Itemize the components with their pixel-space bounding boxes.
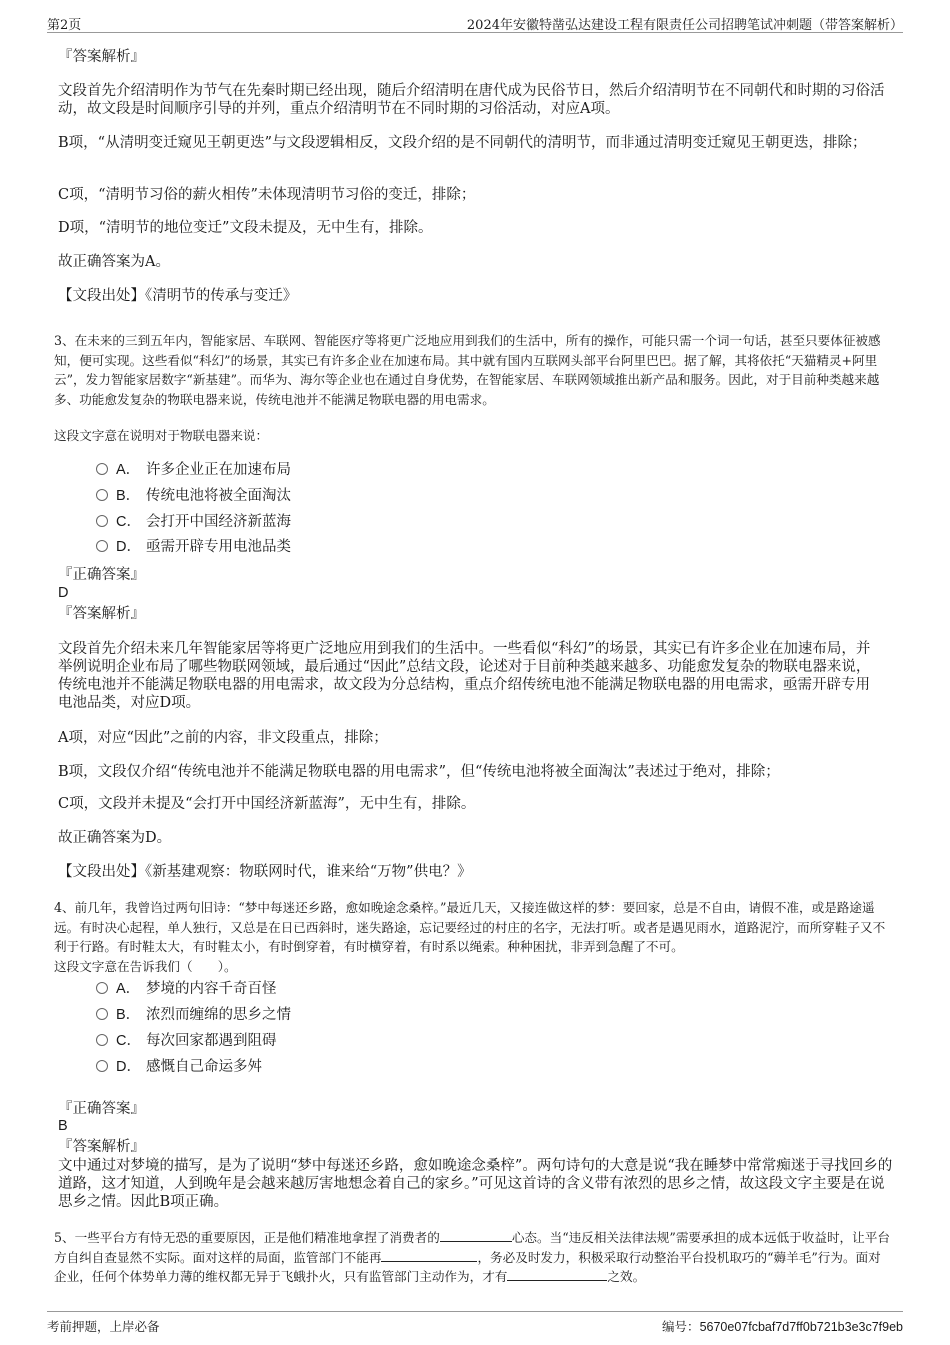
q2-analysis-label: 『答案解析』 xyxy=(58,49,145,65)
q3-option-b[interactable]: B． 传统电池将被全面淘汰 xyxy=(96,487,291,505)
radio-icon[interactable] xyxy=(96,463,108,475)
q4-option-a[interactable]: A． 梦境的内容千奇百怪 xyxy=(96,980,277,998)
q4-question: 这段文字意在告诉我们（ ）。 xyxy=(54,959,237,974)
page-footer xyxy=(47,1311,903,1336)
q3-stem: 3、在未来的三到五年内，智能家居、车联网、智能医疗等将更广泛地应用到我们的生活中，所有的操作，可能只需一个词一句话，甚至只要体征被感知，便可实现。这些看似“科幻”的场景，其实已有许多企业在加速布局。其中就有国内互联网头部平台阿里巴巴。据了解，其将依托“天猫精灵+阿里云”，发力智能家居数字“新基建”。而华为、海尔等企业也在通过自身优势，在智能家居、车联网领域推出新产品和服务。因此，对于目前种类越来越多、功能愈发复杂的物联电器来说，传统电池并不能满足物联电器的用电需求。 xyxy=(54,333,881,407)
document-title: 2024年安徽特凿弘达建设工程有限责任公司招聘笔试冲刺题（带答案解析） xyxy=(466,18,903,33)
radio-icon[interactable] xyxy=(96,1008,108,1020)
q2-analysis-b: B项，“从清明变迁窥见王朝更迭”与文段逻辑相反，文段介绍的是不同朝代的清明节，而非通过清明变迁窥见王朝更迭，排除； xyxy=(58,135,867,151)
q3-question: 这段文字意在说明对于物联电器来说： xyxy=(54,428,269,443)
q5-stem: 5、一些平台方有恃无恐的重要原因，正是他们精准地拿捏了消费者的 心态。当“违反相关法律法规”需要承担的成本远低于收益时，让平台方自纠自查显然不实际。面对这样的局面，监管部门不能再 ，务必及时发力，积极采取行动整治平台投机取巧的“薅羊毛”行为。面对企业，任何个体势单力薄的维权都无异于飞蛾扑火，只有监管部门主动作为，才有 之效。 xyxy=(54,1230,890,1285)
q3-correct-answer: D xyxy=(58,585,69,601)
q2-answer: 故正确答案为A。 xyxy=(58,254,170,270)
q4-analysis-label: 『答案解析』 xyxy=(58,1139,145,1155)
q4-correct-label: 『正确答案』 xyxy=(58,1101,145,1117)
blank-2[interactable] xyxy=(381,1249,477,1262)
blank-3[interactable] xyxy=(507,1268,607,1281)
radio-icon[interactable] xyxy=(96,1034,108,1046)
page-number: 第2页 xyxy=(47,18,82,33)
q3-option-a[interactable]: A． 许多企业正在加速布局 xyxy=(96,461,291,479)
q4-option-c[interactable]: C． 每次回家都遇到阻碍 xyxy=(96,1032,277,1050)
footer-slogan: 考前押题，上岸必备 xyxy=(47,1319,160,1334)
q2-analysis-p1: 文段首先介绍清明作为节气在先秦时期已经出现，随后介绍清明在唐代成为民俗节日，然后介绍清明节在不同朝代和时期的习俗活动，故文段是时间顺序引导的并列，重点介绍清明节在不同时期的习俗活动，对应A项。 xyxy=(58,83,885,117)
q3-analysis-a: A项，对应“因此”之前的内容，非文段重点，排除； xyxy=(58,730,388,746)
q3-answer: 故正确答案为D。 xyxy=(58,830,172,846)
q3-analysis-label: 『答案解析』 xyxy=(58,606,145,622)
q2-source: 【文段出处】《清明节的传承与变迁》 xyxy=(58,288,298,304)
radio-icon[interactable] xyxy=(96,982,108,994)
q3-analysis-p1: 文段首先介绍未来几年智能家居等将更广泛地应用到我们的生活中。一些看似“科幻”的场景，其实已有许多企业在加速布局，并举例说明企业布局了哪些物联网领域，最后通过“因此”总结文段，论述对于目前种类越来越多、功能愈发复杂的物联电器来说，传统电池并不能满足物联电器的用电需求，故文段为分总结构，重点介绍传统电池不能满足物联电器的用电需求，亟需开辟专用电池品类，对应D项。 xyxy=(58,641,871,711)
q2-analysis-c: C项，“清明节习俗的薪火相传”未体现清明节习俗的变迁，排除； xyxy=(58,187,476,203)
blank-1[interactable] xyxy=(440,1229,512,1242)
q3-source: 【文段出处】《新基建观察：物联网时代，谁来给“万物”供电？》 xyxy=(58,864,472,880)
q4-option-b[interactable]: B． 浓烈而缠绵的思乡之情 xyxy=(96,1006,291,1024)
document-code: 编号：5670e07fcbaf7d7ff0b721b3e3c7f9eb xyxy=(662,1319,903,1334)
q3-option-d[interactable]: D． 亟需开辟专用电池品类 xyxy=(96,538,291,556)
q3-analysis-b: B项，文段仅介绍“传统电池并不能满足物联电器的用电需求”，但“传统电池将被全面淘汰”表述过于绝对，排除； xyxy=(58,764,780,780)
radio-icon[interactable] xyxy=(96,540,108,552)
page-header xyxy=(47,12,903,33)
q4-option-d[interactable]: D． 感慨自己命运多舛 xyxy=(96,1058,262,1076)
q3-option-c[interactable]: C． 会打开中国经济新蓝海 xyxy=(96,513,291,531)
radio-icon[interactable] xyxy=(96,1060,108,1072)
radio-icon[interactable] xyxy=(96,489,108,501)
q3-correct-label: 『正确答案』 xyxy=(58,567,145,583)
radio-icon[interactable] xyxy=(96,515,108,527)
q4-correct-answer: B xyxy=(58,1118,68,1134)
q4-analysis-p1: 文中通过对梦境的描写，是为了说明“梦中每迷还乡路，愈如晚途念桑梓”。两句诗句的大意是说“我在睡梦中常常痴迷于寻找回乡的道路，这才知道，人到晚年是会越来越厉害地想念着自己的家乡。”可见这首诗的含义带有浓烈的思乡之情，故这段文字主要是在说思乡之情。因此B项正确。 xyxy=(58,1158,893,1210)
q3-analysis-c: C项，文段并未提及“会打开中国经济新蓝海”，无中生有，排除。 xyxy=(58,796,476,812)
q2-analysis-d: D项，“清明节的地位变迁”文段未提及，无中生有，排除。 xyxy=(58,220,433,236)
q4-stem: 4、前几年，我曾诌过两句旧诗：“梦中每迷还乡路，愈如晚途念桑梓。”最近几天，又接连做这样的梦：要回家，总是不自由，请假不准，或是路途遥远。有时决心起程，单人独行，又总是在日已西斜时，迷失路途，忘记要经过的村庄的名字，无法打听。或者是遇见雨水，道路泥泞，而所穿鞋子又不利于行路。有时鞋太大，有时鞋太小，有时倒穿着，有时横穿着，有时系以绳索。种种困扰，非弄到急醒了不可。 xyxy=(54,900,886,955)
